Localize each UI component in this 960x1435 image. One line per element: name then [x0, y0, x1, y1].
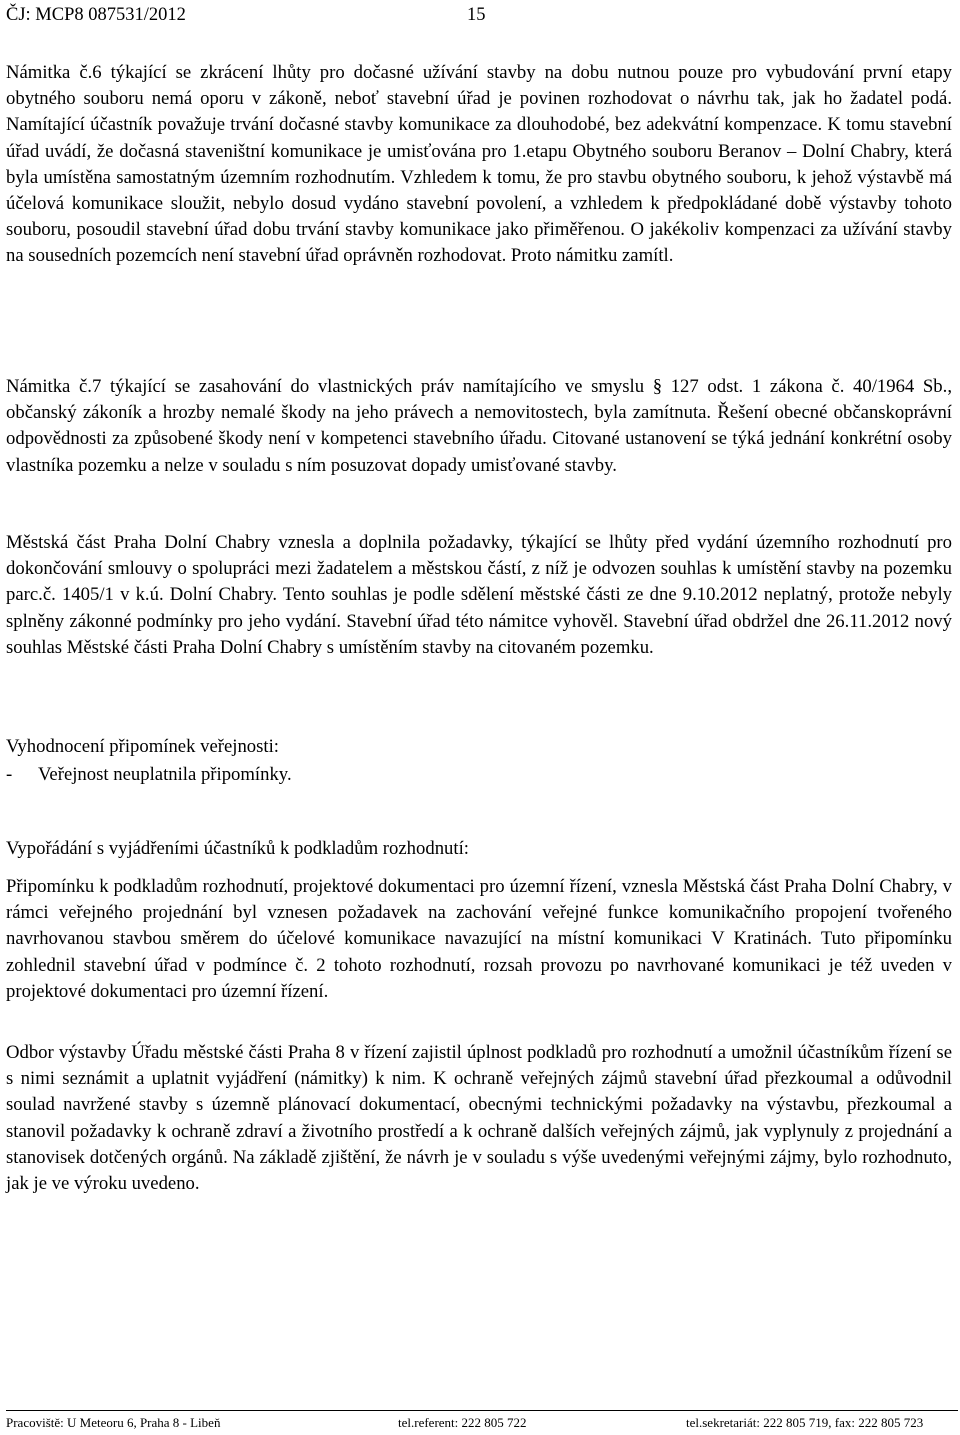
paragraph-text: Připomínku k podkladům rozhodnutí, projektové dokumentaci pro územní řízení, vznesla Městská část Praha Dolní Chabry, v rámci veřejného projednání byl vznesen požadavek na zachování veřejné funkce komunikačního propojení tvořeného navrhovanou stavbou směrem do účelové komunikace navazující na místní komunikaci V Kratinách. Tuto připomínku zohlednil stavební úřad v podmínce č. 2 tohoto rozhodnutí, rozsah provozu po navrhované komunikaci je též uveden v projektové dokumentaci pro územní řízení.	[6, 876, 952, 1002]
page-header	[6, 4, 486, 26]
list-item	[6, 762, 292, 788]
footer-secretariat-phone: tel.sekretariát: 222 805 719, fax: 222 805 723	[686, 1415, 924, 1430]
footer-divider	[6, 1410, 958, 1411]
paragraph-text: Městská část Praha Dolní Chabry vznesla a doplnila požadavky, týkající se lhůty před vydání územního rozhodnutí pro dokončování smlouvy o spolupráci mezi žadatelem a městskou částí, z níž je odvozen souhlas k umístění stavby na pozemku parc.č. 1405/1 v k.ú. Dolní Chabry. Tento souhlas je podle sdělení městské části ze dne 9.10.2012 neplatný, protože nebyly splněny zákonné podmínky pro jeho vydání. Stavební úřad této námitce vyhověl. Stavební úřad obdržel dne 26.11.2012 nový souhlas Městské části Praha Dolní Chabry s umístěním stavby na citovaném pozemku.	[6, 532, 952, 658]
page-number: 15	[467, 5, 486, 25]
paragraph-text: Námitka č.7 týkající se zasahování do vlastnických práv namítajícího ve smyslu § 127 odst. 1 zákona č. 40/1964 Sb., občanský zákoník a hrozby nemalé škody na jeho právech a nemovitostech, byla zamítnuta. Řešení obecné občanskoprávní odpovědnosti za způsobené škody není v kompetenci stavebního úřadu. Citované ustanovení se týká jednání konkrétní osoby vlastníka pozemku a nelze v souladu s ním posuzovat dopady umisťované stavby.	[6, 376, 952, 476]
paragraph-objection-6	[6, 60, 952, 270]
list-dash: -	[6, 764, 13, 785]
paragraph-text: Odbor výstavby Úřadu městské části Praha 8 v řízení zajistil úplnost podkladů pro rozhodnutí a umožnil účastníkům řízení se s nimi seznámit a uplatnit vyjádření (námitky) k nim. K ochraně veřejných zájmů stavební úřad přezkoumal a odůvodnil soulad navržené stavby s územně plánovací dokumentací, obecnými technickými požadavky na výstavbu, přezkoumal a stanovil požadavky k ochraně zdraví a životního prostředí a k ochraně dalších veřejných zájmů, jak vyplynuly z projednání a stanovisek dotčených orgánů. Na základě zjištění, že návrh je v souladu s výše uvedenými veřejnými zájmy, bylo rozhodnuto, jak je ve výroku uvedeno.	[6, 1042, 952, 1195]
heading-participants-statements: Vypořádání s vyjádřeními účastníků k podkladům rozhodnutí:	[6, 838, 469, 859]
list-item-text: Veřejnost neuplatnila připomínky.	[38, 764, 292, 785]
paragraph-objection-7	[6, 374, 952, 479]
paragraph-department-conclusion	[6, 1040, 952, 1197]
footer-address: Pracoviště: U Meteoru 6, Praha 8 - Libeň	[6, 1415, 221, 1430]
footer-referent-phone: tel.referent: 222 805 722	[398, 1415, 527, 1430]
paragraph-text: Námitka č.6 týkající se zkrácení lhůty pro dočasné užívání stavby na dobu nutnou pouze pro vybudování první etapy obytného souboru nemá oporu v zákoně, neboť stavební úřad je povinen rozhodovat o návrhu tak, jak ho žadatel podá. Namítající účastník považuje trvání dočasné stavby komunikace za dlouhodobé, bez adekvátní kompenzace. K tomu stavební úřad uvádí, že dočasná staveništní komunikace je umisťována pro 1.etapu Obytného souboru Beranov – Dolní Chabry, která byla umístěna samostatným územním rozhodnutím. Vzhledem k tomu, že pro stavbu obytného souboru, k jehož výstavbě má účelová komunikace sloužit, nebylo dosud vydáno stavební povolení, a vzhledem k předpokládané době výstavby tohoto souboru, posoudil stavební úřad dobu trvání stavby komunikace jako přiměřenou. O jakékoliv kompenzaci za užívání stavby na sousedních pozemcích není stavební úřad oprávněn rozhodovat. Proto námitku zamítl.	[6, 62, 952, 267]
heading-public-comments: Vyhodnocení připomínek veřejnosti:	[6, 736, 279, 757]
document-reference: ČJ: MCP8 087531/2012	[6, 5, 186, 25]
paragraph-municipality-requirements	[6, 530, 952, 661]
paragraph-comment-resolution	[6, 874, 952, 1005]
